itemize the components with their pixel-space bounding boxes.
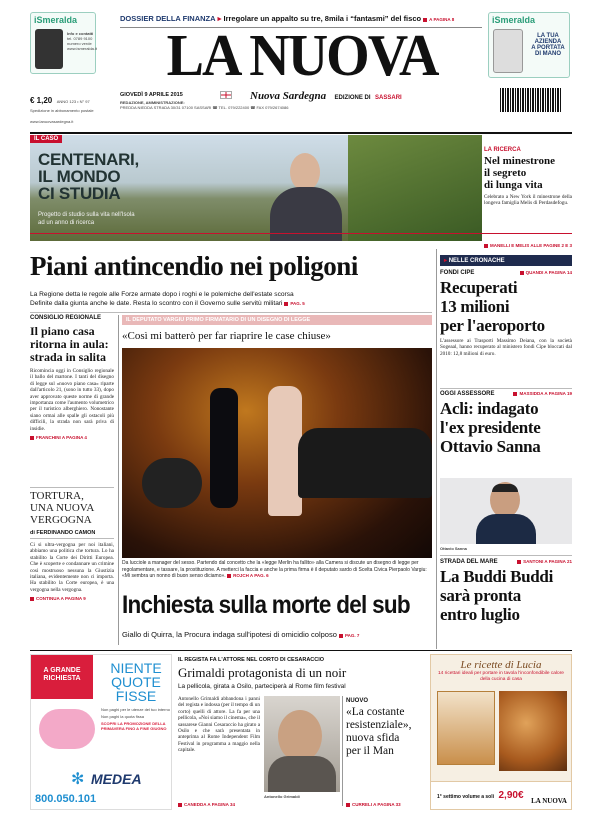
dossier-text: Irregolare un appalto su tre, 8mila i “fantasmi” del fisco	[223, 14, 422, 23]
edition-city: SASSARI	[375, 95, 402, 101]
flag-icon	[220, 91, 232, 99]
nuovo-headline: «La costante resistenziale», nuova sfida per il Man	[346, 706, 412, 757]
address: PREDDA NIEDDA STRADA 30/31 07100 SASSARI ☎ TEL. 079/222400 ☎ FAX 079/2674086	[120, 105, 289, 110]
consiglio-page: FRANCHINI A PAGINA 4	[30, 435, 114, 440]
left-ad[interactable]	[30, 12, 96, 74]
edition-line	[250, 86, 490, 104]
piggy-bank-icon	[39, 709, 95, 749]
sub-headline[interactable]: Inchiesta sulla morte del sub	[122, 591, 410, 619]
right-ad-line: A PORTATA	[531, 45, 565, 51]
nuovo-page: CURRELI A PAGINA 33	[346, 802, 401, 807]
phone-app-graphic	[35, 29, 63, 69]
right-ad-line: AZIENDA	[534, 39, 562, 45]
phone-app-graphic	[493, 29, 523, 73]
barcode	[500, 88, 562, 112]
vargiu-page: ROJCH A PAG. 6	[227, 573, 269, 578]
price-note: Spedizione in abbonamento postale	[30, 108, 94, 113]
night-street-photo	[122, 348, 432, 558]
sanna-caption: Ottavio Sanna	[440, 546, 467, 551]
left-ad-line: numero verde	[67, 41, 92, 46]
caso-caption: Progetto di studio sulla vita nell'Isola ad un anno di ricerca	[38, 212, 135, 226]
ismeralda-logo-left: iSmeralda	[34, 15, 78, 25]
cronache-label: ▸ NELLE CRONACHE	[440, 255, 572, 266]
tortura-body: Ci si ultra-vergogna per noi italiani, abbiamo una politica che tortura. Lo ha stabilito la Corte dei Diritti Europea. Che è scoperte e condannare un crimine così mostruoso nessuna la Giustizia italiana, evidentemente non ci importa. Ha stabilito la Corte europea, è una vergogna nella vergogna.	[30, 542, 114, 593]
caso-footer: MANELLI E MELIS ALLE PAGINE 2 E 3	[30, 233, 572, 241]
lucia-title: Le ricette di Lucia	[460, 659, 542, 671]
grimaldi-headline[interactable]: Grimaldi protagonista di un noir	[178, 665, 347, 680]
assessore-headline: Acli: indagato l'ex presidente Ottavio Sanna	[440, 399, 541, 456]
nuovo-article[interactable]	[346, 698, 424, 758]
elderly-man-photo	[266, 147, 346, 241]
right-ad[interactable]	[488, 12, 570, 78]
medea-brand: MEDEA	[91, 771, 142, 787]
main-deck: La Regione detta le regole alle Forze armate dopo i roghi e le polemiche dell'estate scorsa Definite dalla giunta anche le date. Resta lo scontro con il Governo sulle servitù militari PAG. 5	[30, 291, 305, 307]
assessore-label: OGGI ASSESSORE	[440, 391, 495, 397]
dossier-page: A PAGINA 8	[423, 17, 454, 22]
date: GIOVEDÌ 9 APRILE 2015	[120, 92, 183, 98]
lucia-book-cover	[437, 691, 495, 765]
vargiu-caption: Da lucciole a manager del sesso. Partendo dal concetto che la «legge Merlin ha fallito» alla Camera si discute un disegno di legge per regolamentare, e tassare, la prostituzione. A metterci la faccia e anche la prima firma è il deputato sardo di Scelta Civica Pierpaolo Vargiu: «Mi sembra un nonno di buon senso diciamo». ROJCH A PAG. 6	[122, 560, 427, 579]
price: € 1,20	[30, 96, 53, 105]
fondi-article[interactable]	[440, 270, 572, 357]
medea-line: Non paghi per le utenze del tuo interno	[101, 707, 170, 712]
chevron-right-icon: ▸	[444, 258, 448, 264]
right-ad-line: LA TUA	[537, 33, 559, 39]
mare-page: SANTONI A PAGINA 21	[517, 559, 572, 565]
redazione: REDAZIONE, AMMINISTRAZIONE:	[120, 100, 185, 105]
sub-deck: Giallo di Quirra, la Procura indaga sull'ipotesi di omicidio colposo PAG. 7	[122, 630, 360, 639]
medea-phone[interactable]: 800.050.101	[35, 793, 97, 805]
left-ad-line: Info e contatti	[67, 31, 94, 36]
landscape-trees	[348, 135, 482, 241]
caso-label: IL CASO	[30, 135, 62, 143]
main-headline[interactable]: Piani antincendio nei poligoni	[30, 251, 358, 281]
lucia-subtitle: 14 ricettari ideali per portare in tavola l'inconfondibile calore della cucina di casa	[438, 671, 564, 682]
nuovo-label: NUOVO	[346, 698, 369, 704]
ricerca-box[interactable]	[484, 135, 572, 241]
consiglio-label: CONSIGLIO REGIONALE	[30, 315, 102, 321]
food-photo	[499, 691, 567, 771]
right-ad-line: DI MANO	[535, 51, 561, 57]
tortura-page: CONTINUA A PAGINA 9	[30, 596, 114, 601]
tortura-article[interactable]	[30, 490, 114, 601]
edition-label: EDIZIONE DI	[334, 95, 371, 101]
lucia-ad[interactable]	[430, 654, 572, 810]
ricerca-label: LA RICERCA	[484, 147, 521, 153]
grimaldi-body: Antonello Grimaldi abbandona i panni del regista e indossa (per il tempo di un corto) quelli di attore. La fa per una pellicola, «Noi siamo il cinema», che il sassarese Gianni Cesaraccio ha girato a Osilo e che sarà presentata in anteprima al Rome Independent Film Festival in programma a maggio nella capitale.	[178, 696, 260, 754]
vargiu-headline[interactable]: «Così mi batterò per far riaprire le case chiuse»	[122, 330, 331, 342]
ricerca-headline: Nel minestrone il segreto di lunga vita	[484, 155, 555, 191]
masthead: LA NUOVA	[166, 23, 438, 89]
snowflake-icon: ✻	[71, 771, 85, 788]
dossier-label: DOSSIER DELLA FINANZA	[120, 14, 216, 23]
grimaldi-caption: Antonello Grimaldi	[264, 794, 300, 799]
ricerca-text: Celebrato a New York il minestrone della longeva famiglia Melis di Perdasdefogu.	[484, 194, 572, 207]
lucia-price: 2,90€	[498, 790, 524, 801]
subtitle: Nuova Sardegna	[250, 90, 327, 102]
vargiu-kicker: IL DEPUTATO VARGIU PRIMO FIRMATARIO DI UN DISEGNO DI LEGGE	[122, 315, 432, 325]
mare-label: STRADA DEL MARE	[440, 559, 498, 565]
grimaldi-photo	[264, 696, 340, 792]
tortura-byline: di FERDINANDO CAMON	[30, 530, 114, 539]
ismeralda-logo-right: iSmeralda	[492, 15, 536, 25]
caso-banner[interactable]	[30, 135, 482, 241]
consiglio-headline: Il piano casa ritorna in aula: strada in salita	[30, 324, 109, 364]
main-page: PAG. 5	[284, 301, 304, 306]
left-ad-line: www.ismeralda.it	[67, 46, 98, 51]
mare-article[interactable]	[440, 559, 572, 624]
consiglio-article[interactable]	[30, 315, 114, 440]
medea-title: NIENTE QUOTE FISSE	[110, 660, 162, 704]
medea-badge: A GRANDE RICHIESTA	[31, 655, 93, 699]
grimaldi-page: CANEDDA A PAGINA 34	[178, 802, 235, 807]
sub-page: PAG. 7	[339, 633, 359, 638]
fondi-label: FONDI CIPE	[440, 270, 475, 276]
lucia-price-label: 1° settimo volume a soli	[437, 794, 495, 800]
fondi-body: L'assessore ai Trasporti Massimo Deiana, con la società Sogeaal, hanno recuperato al ministero fondi Cipe bloccati dal 2010: 12,8 milioni di euro.	[440, 338, 572, 357]
chevron-right-icon: ▸	[217, 14, 222, 23]
fondi-page: QUANDI A PAGINA 14	[520, 270, 572, 276]
issue-number: ANNO 123 • N° 97	[56, 99, 90, 104]
medea-ad[interactable]	[30, 654, 172, 810]
assessore-article[interactable]	[440, 391, 572, 456]
assessore-page: MASSIDDA A PAGINA 19	[513, 391, 572, 397]
medea-line: Non paghi la quota fissa	[101, 714, 144, 719]
left-ad-line: tel. 0789 9100	[67, 36, 93, 41]
price-block	[30, 90, 110, 124]
consiglio-body: Ricomincia oggi in Consiglio regionale il ballo del martone. I tanti del disegno di legge sul «nuovo piano casa» riparte dall'articolo 21, (sono in tutto 33), dopo aver approvato queste norme di grande importanza come l'aumento volumetrico per il turistico alberghiero. Nonostante siano ormai alle spalle gli ostacoli più difficili, la strada non sarà priva di insidie.	[30, 368, 114, 432]
website[interactable]: www.lanuovasardegna.it	[30, 119, 74, 124]
sanna-photo	[440, 478, 572, 544]
lucia-brand: LA NUOVA	[531, 797, 567, 805]
grimaldi-kicker: IL REGISTA FA L'ATTORE NEL CORTO DI CESARACCIO	[178, 657, 325, 663]
medea-line: SCOPRI LA PROMOZIONE DELLA PRIMAVERA FINO A FINE GIUGNO	[101, 721, 167, 731]
grimaldi-deck: La pellicola, girata a Osilo, parteciperà al Rome film festival	[178, 683, 346, 690]
tortura-headline: TORTURA, UNA NUOVA VERGOGNA	[30, 490, 95, 526]
fondi-headline: Recuperati 13 milioni per l'aeroporto	[440, 278, 545, 335]
caso-headline: CENTENARI, IL MONDO CI STUDIA	[38, 150, 139, 203]
mare-headline: La Buddi Buddi sarà pronta entro luglio	[440, 567, 553, 624]
